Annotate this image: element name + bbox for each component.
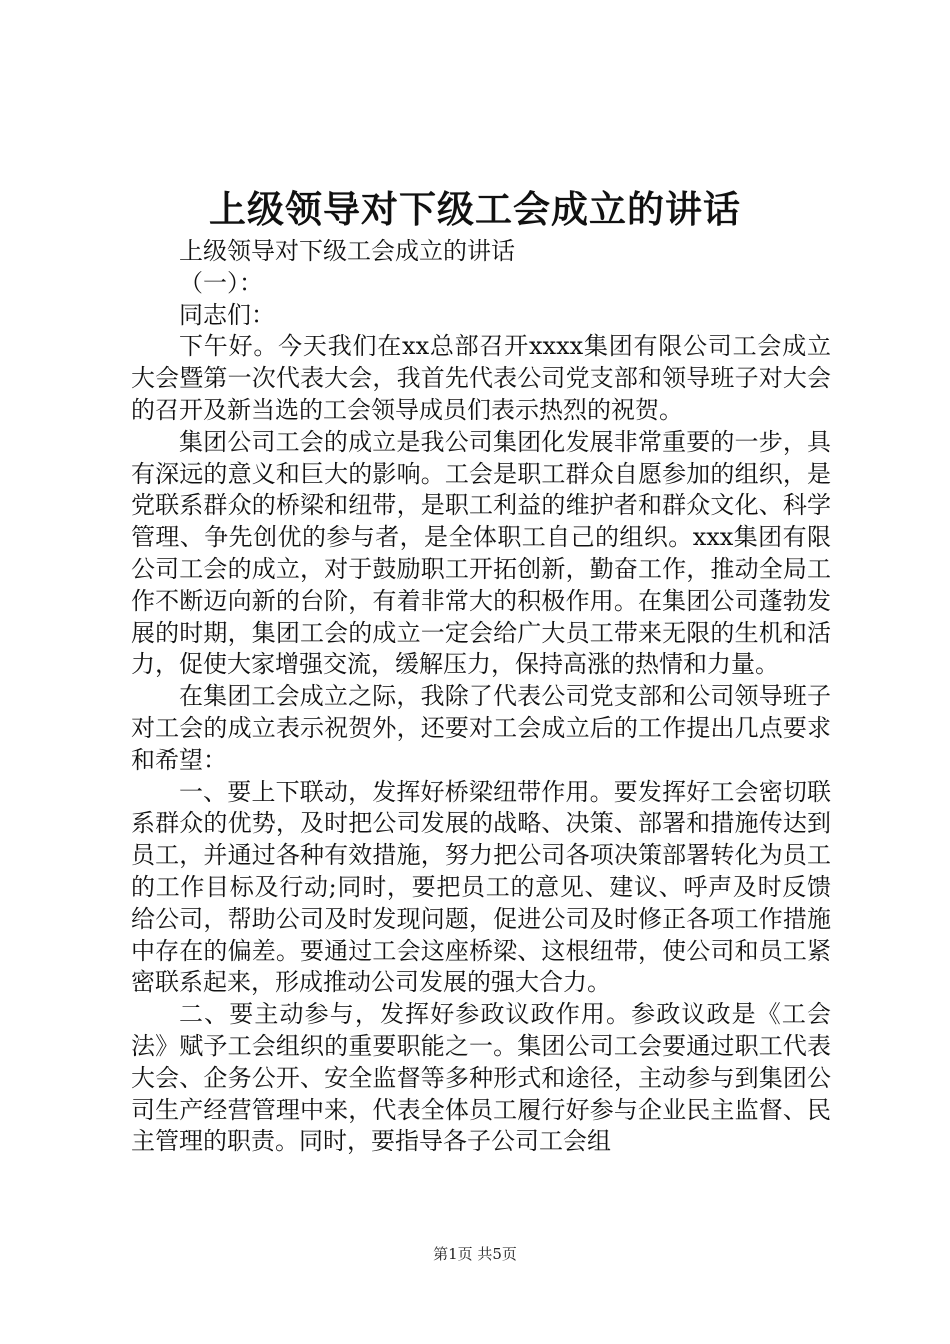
paragraph: 二、要主动参与，发挥好参政议政作用。参政议政是《工会法》赋予工会组织的重要职能之一。集团公司工会要通过职工代表大会、企务公开、安全监督等多种形式和途径，主动参与到集团公司生产经营管理中来，代表全体员工履行好参与企业民主监督、民主管理的职责。同时，要指导各子公司工会组	[131, 1000, 831, 1156]
paragraph-subtitle: 上级领导对下级工会成立的讲话	[179, 237, 515, 265]
paragraph: 集团公司工会的成立是我公司集团化发展非常重要的一步，具有深远的意义和巨大的影响。工会是职工群众自愿参加的组织，是党联系群众的桥梁和纽带，是职工利益的维护者和群众文化、科学管理、争先创优的参与者，是全体职工自己的组织。xxx集团有限公司工会的成立，对于鼓励职工开拓创新，勤奋工作，推动全局工作不断迈向新的台阶，有着非常大的积极作用。在集团公司蓬勃发展的时期，集团工会的成立一定会给广大员工带来无限的生机和活力，促使大家增强交流，缓解压力，保持高涨的热情和力量。	[131, 427, 831, 679]
paragraph: 一、要上下联动，发挥好桥梁纽带作用。要发挥好工会密切联系群众的优势，及时把公司发展的战略、决策、部署和措施传达到员工，并通过各种有效措施，努力把公司各项决策部署转化为员工的工作目标及行动;同时，要把员工的意见、建议、呼声及时反馈给公司，帮助公司及时发现问题，促进公司及时修正各项工作措施中存在的偏差。要通过工会这座桥梁、这根纽带，使公司和员工紧密联系起来，形成推动公司发展的强大合力。	[131, 777, 831, 997]
document-body	[131, 236, 831, 1158]
paragraph: 下午好。今天我们在xx总部召开xxxx集团有限公司工会成立大会暨第一次代表大会，我首先代表公司党支部和领导班子对大会的召开及新当选的工会领导成员们表示热烈的祝贺。	[131, 332, 831, 424]
paragraph-section-marker: （一）：	[179, 268, 263, 297]
page-footer: 第1页 共5页	[433, 1245, 517, 1263]
paragraph: 在集团工会成立之际，我除了代表公司党支部和公司领导班子对工会的成立表示祝贺外，还要对工会成立后的工作提出几点要求和希望：	[131, 682, 831, 774]
paragraph-salutation: 同志们：	[179, 300, 275, 329]
document-title: 上级领导对下级工会成立的讲话	[209, 187, 741, 231]
